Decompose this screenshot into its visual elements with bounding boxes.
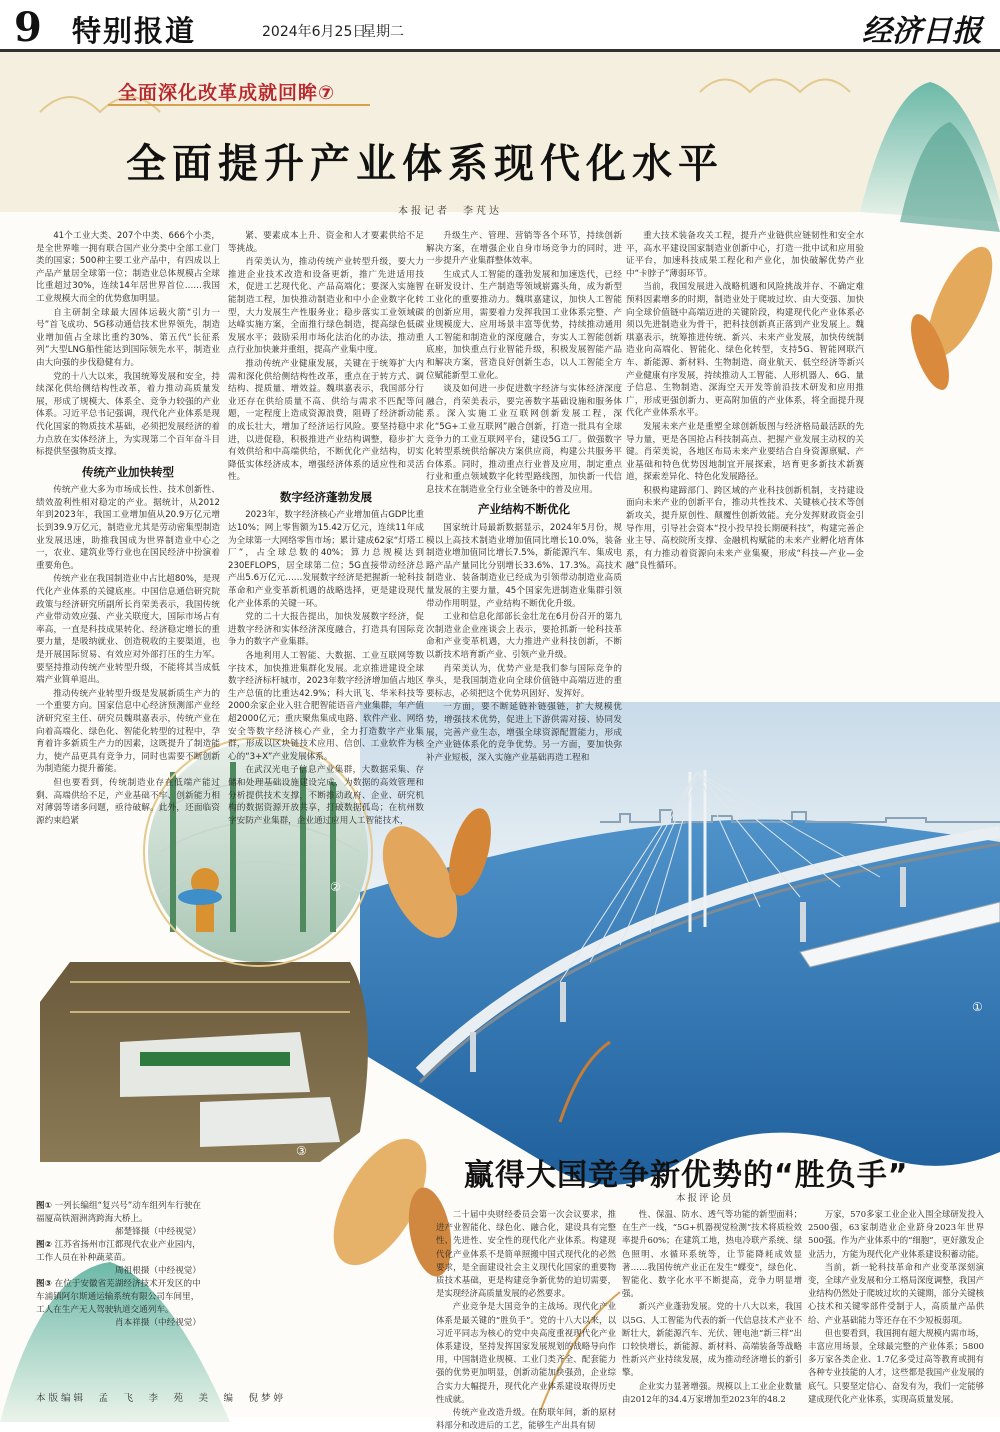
paragraph: 党的二十大报告提出，加快发展数字经济，促进数字经济和实体经济深度融合，打造具有国际竞争力的数字产业集群。 (228, 612, 424, 648)
paragraph: 产业竞争是大国竞争的主战场。现代化产业体系是最关键的“胜负手”。党的十八大以来，以习近平同志为核心的党中央高度重视现代化产业体系建设，坚持发挥国家发展规划的战略导向作用，中国制造业规模、工业门类齐全、配套能力强的优势更加明显，创新动能加快强劲，企业综合实力大幅提升，现代化产业体系建设取得历史性成就。 (436, 1301, 616, 1404)
paragraph: 积极构建蹄部门、跨区域的产业科技创新机制，支持建设面向未来产业的创新平台，推动共性技术、关键核心技术等创新攻关，提升原创性、颠覆性创新效能。充分发挥财政资金引导作用，引导社会资本“投小投早投长期硬科技”，构建完善企业主导、高校院所支撑、金融机构赋能的未来产业孵化培育体系，有力推动着资源向未来产业集聚，形成“科技—产业—金融”良性循环。 (626, 485, 864, 572)
paragraph: 传统产业大多为市场成长性、技术创新性、绩效盈利性相对稳定的产业。据统计，从2012年到2023年，我国工业增加值从20.9万亿元增长到39.9万亿元，制造业尤其是劳动密集型制造业发展迅速，助推我国成为世界制造业中心之一，农业、建筑业等行业也在国民经济中扮演着重要角色。 (36, 485, 220, 571)
paragraph: 2023年，数字经济核心产业增加值占GDP比重达10%；网上零售额为15.42万亿元，连续11年成为全球第一大网络零售市场；累计建成62家“灯塔工厂”，占全球总数的40%；算力总规模达到230EFLOPS，居全球第二位；5G直接带动经济总产出5.6万亿元……发展数字经济是把握新一轮科技革命和产业变革新机遇的战略选择，更是建设现代化产业体系的关键一环。 (228, 510, 424, 609)
page-number: 9 (14, 4, 42, 51)
paragraph: 当前，新一轮科技革命和产业变革深刻演变，全球产业发展和分工格局深度调整，我国产业结构仍然处于爬坡过坎的关键期，部分关键核心技术和关键零部件受制于人，高质量产品供给、产业基础能力等还存在不少短板弱项。 (808, 1261, 984, 1325)
series-title: 全面深化改革成就回眸⑦ (118, 82, 336, 104)
paragraph: 自主研制全球最大固体运载火箭“引力一号”首飞成功、5G移动通信技术世界领先，制造业增加值占全球比重约30%、第五代“长征系列”大型LNG船性能达到国际领先水平，制造业由大向强的步伐稳健有力。 (36, 307, 220, 368)
paragraph: 企业实力显著增强。规模以上工业企业数量由2012年的34.4万家增加至2023年的48.2 (622, 1380, 802, 1404)
article-byline: 本报记者 李芃达 (398, 206, 502, 217)
paper-logo: 经济日报 (862, 14, 982, 49)
commentary-headline: 赢得大国竞争新优势的“胜负手” (464, 1158, 909, 1193)
article-column-1 (36, 230, 220, 826)
paragraph: 当前，我国发展进入战略机遇和风险挑战并存、不确定难预料因素增多的时期，制造业处于爬坡过坎、由大变强、加快向全球价值链中高端迈进的关键阶段，构建现代化产业体系必须以先进制造业为骨干，把科技创新真正落到产业发展上。魏琪嘉表示，统筹推进传统、新兴、未来产业发展，加快传统制造业向高端化、智能化、绿色化转型，支持5G、智能网联汽车、新能源、新材料、生物制造、商业航天、低空经济等新兴产业健康有序发展，持续推动人工智能、人形机器人、6G、量子信息、生物制造、深海空天开发等前沿技术研发和应用推广，形成更强创新力、更高附加值的产业体系，将全面提升现代化产业体系水平。 (626, 282, 864, 419)
paragraph: 在武汉光电子信息产业集群，大数据采集、存储和处理基础设施建设完成，为数据的高效管理和分析提供技术支撑，不断推动政府、企业、研究机构的数据资源开放共享，打破数据孤岛；在杭州数字安防产业集群，企业通过应用人工智能技术， (228, 765, 424, 826)
paragraph: 新兴产业蓬勃发展。党的十八大以来，我国以5G、人工智能为代表的新一代信息技术产业不断壮大，新能源汽车、光伏、锂电池“新三样”出口较快增长，新能源、新材料、高端装备等战略性新兴产业持续发展，成为推动经济增长的新引擎。 (622, 1301, 802, 1378)
article-column-4 (626, 230, 864, 650)
paragraph: 国家统计局最新数据显示，2024年5月份，规模以上高技术制造业增加值同比增长10.0%，装备制造业增加值同比增长7.5%，新能源汽车、集成电路产品产量同比分别增长33.6%、17.3%。高技术制造业、装备制造业已经成为引领带动制造业高质量发展的主要力量，45个国家先进制造业集群引领带动作用明显，产业结构不断优化升级。 (426, 523, 622, 609)
paragraph: 肖荣美认为，推动传统产业转型升级，要大力推进企业技术改造和设备更新，推广先进适用技术，促进工艺现代化、产品高端化；要深入实施智能制造工程，加快推动制造业和中小企业数字化转型，大力发展生产性服务业；稳步落实工业领域碳达峰实施方案，全面推行绿色制造，提高绿色低碳发展水平；鼓励采用市场化法治化的办法，推动重点行业加快兼并重组，提高产业集中度。 (228, 257, 424, 356)
paragraph: 但也要看到，传统制造业存在低端产能过剩、高端供给不足，产业基础不牢、创新能力相对薄弱等诸多问题，亟待破解。此外，还面临资源约束趋紧 (36, 777, 220, 826)
caption-text: 江苏省扬州市江都现代农业产业园内，工作人员在补种蔬菜苗。 (36, 1240, 201, 1263)
paragraph: 发展未来产业是重塑全球创新版图与经济格局最活跃的先导力量，更是各国抢占科技制高点、把握产业发展主动权的关键。肖荣美说，各地区布局未来产业要结合自身资源禀赋、产业基础和特色优势因地制宜开展探索，培育更多新技术新赛道，探索差异化、特色化发展路径。 (626, 421, 864, 483)
commentary-column-3 (808, 1208, 984, 1414)
paragraph: 党的十八大以来，我国统筹发展和安全，持续深化供给侧结构性改革，着力推动高质量发展，形成了规模大、体系全、竞争力较强的产业体系。习近平总书记强调，现代化产业体系是现代化国家的物质技术基础，必须把发展经济的着力点放在实体经济上，为实现第二个百年奋斗目标提供坚强物质支撑。 (36, 371, 220, 458)
paragraph: 万家，570多家工业企业入围全球研发投入2500强，63家制造业企业跻身2023年世界500强。作为产业体系中的“细胞”，更好激发企业活力，方能为现代化产业体系建设积蓄动能。 (808, 1209, 984, 1259)
section-title: 特别报道 (72, 14, 197, 48)
paragraph: 传统产业改造升级。在防联年间，新的原材料部分和改进后的工艺，能够生产出具有韧 (436, 1407, 616, 1431)
caption-credit: 郝楚锋摄（中经视觉） (115, 1227, 201, 1237)
issue-weekday: 星期二 (362, 24, 404, 40)
caption-credit: 肖本祥摄（中经视觉） (115, 1318, 201, 1328)
paragraph: 升级生产、管理、营销等各个环节，持续创新解决方案，在增强企业自身市场竞争力的同时，进一步提升产业集群整体效率。 (426, 231, 622, 267)
paragraph: 各地利用人工智能、大数据、工业互联网等数字技术，加快推进集群化发展。北京推进建设全球数字经济标杆城市，2023年数字经济增加值占地区生产总值的比重达42.9%；科大讯飞、华米科技等2000余家企业入驻合肥智能语音产业集群，年产值超2000亿元；重庆聚焦集成电路、软件产业、网络安全等数字经济核心产业，全力打造数字产业集群，形成以区块链技术应用、信创、工业软件为核心的“3+X”产业发展体系。 (228, 651, 424, 762)
paragraph: 一方面，要不断延链补链强链，扩大规模优势，增强技术优势，促进上下游供需对接、协同发展，完善产业生态，增强全球资源配置能力，形成全产业链体系化的竞争优势。另一方面，要加快弥补产业短板，深入实施产业基础再造工程和 (426, 702, 622, 763)
series-underline (108, 104, 370, 106)
caption-credit: 周祖根摄（中经视觉） (115, 1266, 201, 1276)
caption-text: 在位于安徽省芜湖经济技术开发区的中车浦镇阿尔斯通运输系统有限公司车间里，工人在生产无人驾驶轨道交通列车。 (36, 1279, 201, 1315)
paragraph: 生成式人工智能的蓬勃发展和加速迭代，已经在研发设计、生产制造等领域崭露头角，成为新型工业化的重要推动力。魏琪嘉建议，加快人工智能的创新应用，需要着力发挥我国工业体系完整、产业规模庞大、应用场景丰富等优势，持续推动通用人工智能和制造业的深度融合，夯实人工智能创新底座，加快重点行业智能升级，积极发展智能产品和解决方案，营造良好创新生态，以人工智能全方位赋能新型工业化。 (426, 269, 622, 381)
article-column-3 (426, 230, 622, 820)
caption-number: 图② (36, 1240, 52, 1250)
paragraph: 传统产业在我国制造业中占比超80%，是现代化产业体系的关键底座。中国信息通信研究院政策与经济研究所副所长肖荣美表示，我国传统产业带动效应强、产业关联度大，国际市场占有率高，一直是科技成果转化、经济稳定增长的重要力量，是吸纳就业、创造税收的主要渠道，也是开展国际贸易、有效应对外部打压的生力军。要坚持推动传统产业转型升级，不能将其当成低端产业简单退出。 (36, 574, 220, 686)
paragraph: 紧、要素成本上升、资金和人才要素供给不足等挑战。 (228, 231, 424, 254)
commentary-byline: 本报评论员 (676, 1193, 734, 1204)
paragraph: 工业和信息化部部长金壮龙在6月份召开的第九次制造业企业座谈会上表示，要抢抓新一轮科技革命和产业变革机遇，大力推进产业科技创新，不断以新技术培育新产业、引领产业升级。 (426, 612, 622, 660)
caption-text: 一列长编组“复兴号”动车组列车行驶在福厦高铁湄洲湾跨海大桥上。 (36, 1201, 202, 1224)
subheading: 产业结构不断优化 (478, 502, 570, 517)
paragraph: 但也要看到，我国拥有超大规模内需市场，丰富应用场景，全球最完整的产业体系；5800多万家各类企业、1.7亿多受过高等教育或拥有各种专业技能的人才，这些都是我国产业发展的底气。只要坚定信心、奋发有为，我们一定能够建成现代化产业体系，实现高质量发展。 (808, 1327, 984, 1404)
caption-2 (36, 1239, 201, 1278)
caption-number: 图① (36, 1201, 52, 1211)
masthead (0, 0, 1000, 52)
caption-3 (36, 1278, 201, 1330)
photo-captions (36, 1200, 201, 1330)
commentary-column-2 (622, 1208, 802, 1414)
paragraph: 重大技术装备攻关工程，提升产业链供应链韧性和安全水平，高水平建设国家制造业创新中心，打造一批中试和应用验证平台，加速科技成果工程化和产业化，加快破解优势产业中“卡脖子”薄弱环节。 (626, 231, 864, 279)
paragraph: 推动传统产业健康发展，关键在于统筹扩大内需和深化供给侧结构性改革，重点在于转方式、调结构、提质量、增效益。魏琪嘉表示，我国部分行业还存在供给质量不高、供给与需求不匹配等问题，一定程度上造成资源浪费，阻碍了经济新动能的成长壮大，增加了经济运行风险。要坚持稳中求进，以进促稳，积极推进产业结构调整，稳步扩大有效供给和中高端供给，不断优化产业结构，切实降低实体经济成本，增强经济体系的适应性和灵活性。 (228, 358, 424, 483)
paragraph: 肖荣美认为，优势产业是我们参与国际竞争的拳头，是我国制造业向全球价值链中高端迈进的重要标志，必须把这个优势巩固好、发挥好。 (426, 663, 622, 699)
paragraph: 谈及如何进一步促进数字经济与实体经济深度融合，肖荣美表示，要完善数字基础设施和服务体系。深入实施工业互联网创新发展工程，深化“5G+工业互联网”融合创新，打造一批具有全球竞争力的工业互联网平台，建设5G工厂。做强数字化转型系统供给解决方案供应商，构建公共服务平台体系。同时，推动重点行业普及应用，制定重点行业和重点领域数字化转型路线图，加快新一代信息技术在制造业全行业全链条中的普及应用。 (426, 384, 622, 495)
subheading: 传统产业加快转型 (82, 464, 174, 479)
photo-label-3: ③ (296, 1144, 307, 1158)
editors-credit: 本版编辑 孟 飞 李 苑 美 编 倪梦婷 (36, 1393, 287, 1404)
article-column-2 (228, 230, 424, 826)
photo-label-2: ② (330, 880, 341, 894)
paragraph: 二十届中央财经委员会第一次会议要求，推进产业智能化、绿色化、融合化，建设具有完整性、先进性、安全性的现代化产业体系。构建现代化产业体系不是简单照搬中国式现代化的必然要求，是全面建设社会主义现代化国家的重要物质技术基础，更是构建竞争新优势的迫切需要，是实现经济高质量发展的必然要求。 (436, 1209, 616, 1299)
photo-label-1: ① (972, 1000, 983, 1014)
paragraph: 性、保温、防水、透气等功能的新型面料；在生产一线，“5G+机器视觉检测”技术将质检效率提升60%；在建筑工地，热电冷联产系统、绿色照明、水循环系统等，让节能降耗成效显著……我国传统产业正在发生“蝶变”，绿色化、智能化、数字化水平不断提高，竞争力明显增强。 (622, 1209, 802, 1299)
paragraph: 41个工业大类、207个中类、666个小类，是全世界唯一拥有联合国产业分类中全部工业门类的国家；500种主要工业产品中，有四成以上产品产量居全球第一位；制造业总体规模占全球比重超过30%，连续14年居世界首位……我国工业规模大而全的优势愈加明显。 (36, 231, 220, 304)
issue-date: 2024年6月25日 (262, 24, 367, 40)
article-headline: 全面提升产业体系现代化水平 (126, 141, 724, 187)
caption-1 (36, 1200, 201, 1239)
subheading: 数字经济蓬勃发展 (280, 489, 372, 504)
caption-number: 图③ (36, 1279, 52, 1289)
commentary-column-1 (436, 1208, 616, 1431)
paragraph: 推动传统产业转型升级是发展新质生产力的一个重要方向。国家信息中心经济预测部产业经济研究室主任、研究员魏琪嘉表示，传统产业在向着高端化、绿色化、智能化转型的过程中，孕育着许多新质生产力的因素，这既提升了制造能力，使产品更具有竞争力，同时也需要不断创新为制造能力提升蓄能。 (36, 688, 220, 775)
